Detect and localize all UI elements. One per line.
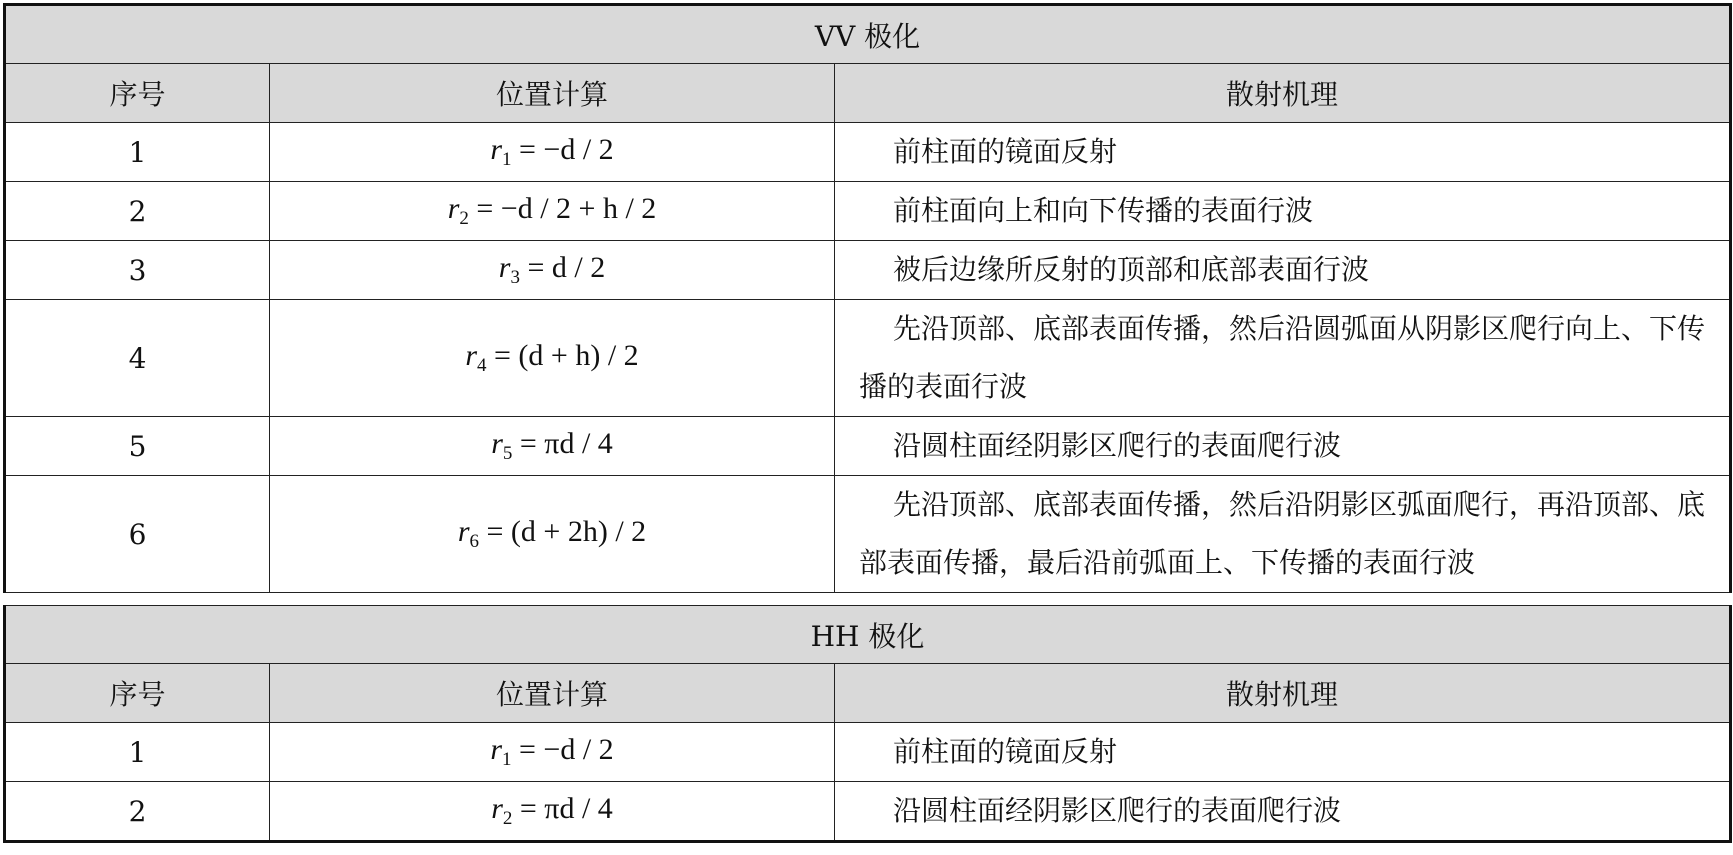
position-formula: $r_2 = -d / 2 + h / 2$	[270, 182, 835, 241]
vv-header-row	[5, 64, 1731, 123]
hh-title-row	[5, 606, 1731, 664]
position-formula: $r_5 = \pi d / 4$	[270, 417, 835, 476]
row-index: 4	[5, 300, 270, 417]
col-header-mechanism: 散射机理	[835, 64, 1731, 123]
mechanism-text: 先沿顶部、底部表面传播，然后沿阴影区弧面爬行，再沿顶部、底部表面传播，最后沿前弧面上、下传播的表面行波	[859, 488, 1706, 579]
mechanism-cell	[835, 241, 1731, 300]
row-index: 3	[5, 241, 270, 300]
col-header-index: 序号	[5, 664, 270, 723]
row-index: 1	[5, 723, 270, 782]
mechanism-cell	[835, 476, 1731, 593]
col-header-position: 位置计算	[270, 664, 835, 723]
position-formula: $r_1 = -d / 2$	[270, 123, 835, 182]
vv-polarization-table	[3, 3, 1732, 593]
position-formula: $r_1 = -d / 2$	[270, 723, 835, 782]
row-index: 1	[5, 123, 270, 182]
hh-polarization-table	[3, 605, 1732, 843]
hh-header-row	[5, 664, 1731, 723]
table-row	[5, 417, 1731, 476]
mechanism-cell	[835, 782, 1731, 842]
vv-title-row	[5, 5, 1731, 64]
mechanism-text: 前柱面的镜面反射	[893, 735, 1118, 768]
row-index: 5	[5, 417, 270, 476]
col-header-index: 序号	[5, 64, 270, 123]
mechanism-cell	[835, 123, 1731, 182]
mechanism-cell	[835, 182, 1731, 241]
table-row	[5, 300, 1731, 417]
table-row	[5, 723, 1731, 782]
table-row	[5, 476, 1731, 593]
mechanism-text: 沿圆柱面经阴影区爬行的表面爬行波	[893, 794, 1342, 827]
table-row	[5, 123, 1731, 182]
mechanism-text: 沿圆柱面经阴影区爬行的表面爬行波	[893, 429, 1342, 462]
row-index: 6	[5, 476, 270, 593]
mechanism-cell	[835, 300, 1731, 417]
hh-title: HH 极化	[5, 606, 1731, 664]
col-header-position: 位置计算	[270, 64, 835, 123]
table-row	[5, 241, 1731, 300]
mechanism-cell	[835, 417, 1731, 476]
row-index: 2	[5, 182, 270, 241]
table-row	[5, 782, 1731, 842]
position-formula: $r_4 = (d + h) / 2$	[270, 300, 835, 417]
table-row	[5, 182, 1731, 241]
position-formula: $r_6 = (d + 2h) / 2$	[270, 476, 835, 593]
mechanism-cell	[835, 723, 1731, 782]
mechanism-text: 先沿顶部、底部表面传播，然后沿圆弧面从阴影区爬行向上、下传播的表面行波	[859, 312, 1706, 403]
mechanism-text: 前柱面向上和向下传播的表面行波	[893, 194, 1314, 227]
vv-title: VV 极化	[5, 5, 1731, 64]
mechanism-text: 前柱面的镜面反射	[893, 135, 1118, 168]
col-header-mechanism: 散射机理	[835, 664, 1731, 723]
position-formula: $r_3 = d / 2$	[270, 241, 835, 300]
position-formula: $r_2 = \pi d / 4$	[270, 782, 835, 842]
row-index: 2	[5, 782, 270, 842]
mechanism-text: 被后边缘所反射的顶部和底部表面行波	[893, 253, 1370, 286]
